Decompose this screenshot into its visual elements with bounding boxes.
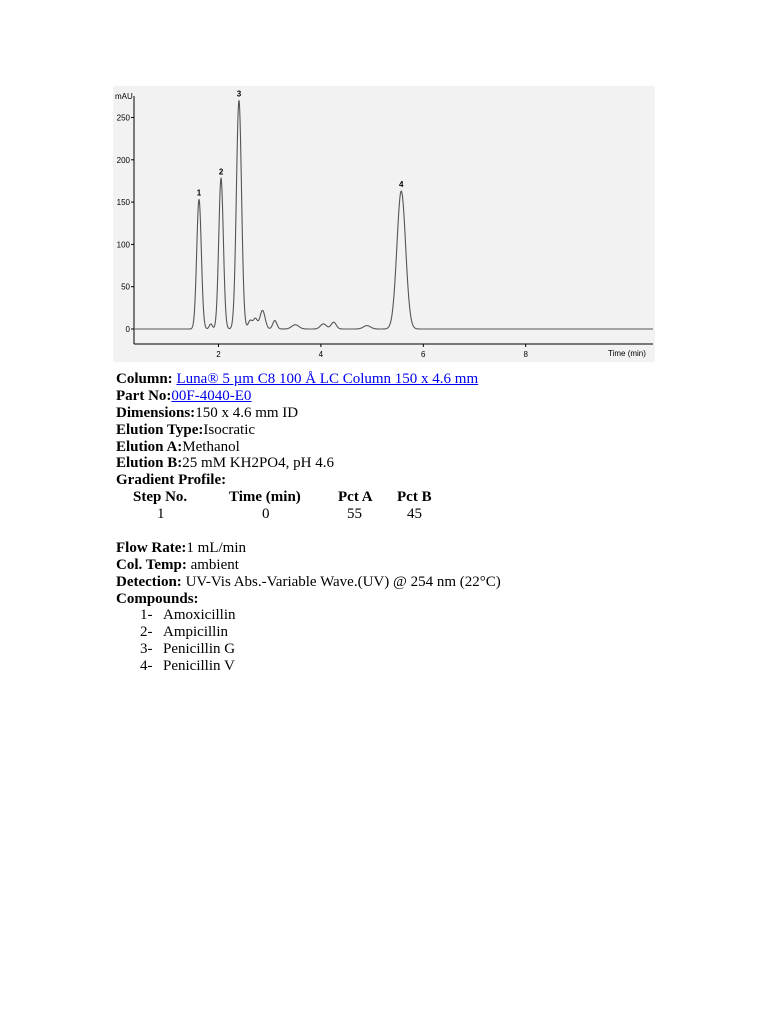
col-temp-label: Col. Temp:	[116, 556, 187, 573]
compound-name: Ampicillin	[163, 624, 228, 641]
col-temp-value: ambient	[190, 556, 239, 573]
x-axis-label: Time (min)	[608, 349, 646, 358]
col-temp-line	[116, 557, 676, 574]
elution-b-label: Elution B:	[116, 455, 183, 472]
gradient-cell-time: 0	[262, 506, 270, 523]
y-tick-label: 50	[121, 282, 130, 292]
peak-label: 2	[218, 167, 224, 177]
gradient-cell-pct-a: 55	[347, 506, 362, 523]
detection-value: UV-Vis Abs.-Variable Wave.(UV) @ 254 nm (22°C)	[185, 573, 501, 590]
compounds-line	[116, 591, 676, 608]
x-tick-label: 4	[318, 350, 324, 359]
compound-number: 4-	[140, 658, 153, 675]
y-tick-label: 250	[116, 113, 130, 123]
detection-line	[116, 574, 676, 591]
elution-b-value: 25 mM KH2PO4, pH 4.6	[182, 455, 334, 472]
y-tick-label: 200	[116, 155, 130, 165]
gradient-cell-pct-b: 45	[407, 506, 422, 523]
elution-type-label: Elution Type:	[116, 421, 204, 438]
elution-a-label: Elution A:	[116, 438, 183, 455]
compound-number: 1-	[140, 607, 153, 624]
y-tick-label: 0	[125, 325, 130, 334]
compound-name: Amoxicillin	[163, 607, 236, 624]
flow-rate-line	[116, 540, 676, 557]
x-tick-label: 6	[421, 350, 426, 359]
gradient-header-pct-b: Pct B	[397, 489, 432, 506]
detection-label: Detection:	[116, 573, 182, 590]
flow-rate-label: Flow Rate:	[116, 539, 187, 556]
compound-number: 2-	[140, 624, 153, 641]
elution-b-line	[116, 455, 676, 472]
dimensions-value: 150 x 4.6 mm ID	[195, 404, 299, 421]
compound-name: Penicillin V	[163, 658, 235, 675]
compound-item	[116, 658, 676, 675]
gradient-profile-line	[116, 472, 676, 489]
chromatogram-svg	[113, 86, 655, 362]
gradient-row	[116, 506, 676, 523]
compound-name: Penicillin G	[163, 641, 236, 658]
method-details	[116, 371, 676, 675]
y-tick-label: 150	[116, 198, 130, 208]
dimensions-label: Dimensions:	[116, 404, 196, 421]
compound-item	[116, 607, 676, 624]
elution-type-line	[116, 422, 676, 439]
chromatogram	[113, 86, 655, 362]
gradient-profile-label: Gradient Profile:	[116, 472, 227, 489]
plot-background	[113, 86, 655, 362]
elution-type-value: Isocratic	[203, 421, 256, 438]
gradient-header-step: Step No.	[133, 489, 188, 506]
x-tick-label: 8	[523, 350, 528, 359]
gradient-cell-step: 1	[157, 506, 165, 523]
part-no-link[interactable]: 00F-4040-E0	[171, 387, 252, 404]
compound-number: 3-	[140, 641, 153, 658]
part-no-label: Part No:	[116, 387, 172, 404]
y-axis-label: mAU	[115, 92, 133, 101]
y-tick-label: 100	[116, 240, 130, 250]
x-tick-label: 2	[216, 350, 221, 359]
peak-label: 1	[196, 188, 202, 198]
compound-item	[116, 624, 676, 641]
gradient-header-time: Time (min)	[229, 489, 301, 506]
column-label: Column:	[116, 371, 173, 387]
column-link[interactable]: Luna® 5 µm C8 100 Å LC Column 150 x 4.6 mm	[176, 371, 479, 387]
dimensions-line	[116, 405, 676, 422]
peak-label: 4	[399, 180, 404, 190]
gradient-header-pct-a: Pct A	[338, 489, 373, 506]
gradient-header-row	[116, 489, 676, 506]
spacer	[116, 523, 676, 540]
elution-a-value: Methanol	[182, 438, 240, 455]
peak-label: 3	[236, 89, 242, 99]
elution-a-line	[116, 439, 676, 456]
part-no-line	[116, 388, 676, 405]
column-line	[116, 371, 676, 388]
compound-item	[116, 641, 676, 658]
compounds-label: Compounds:	[116, 590, 199, 607]
flow-rate-value: 1 mL/min	[186, 539, 246, 556]
